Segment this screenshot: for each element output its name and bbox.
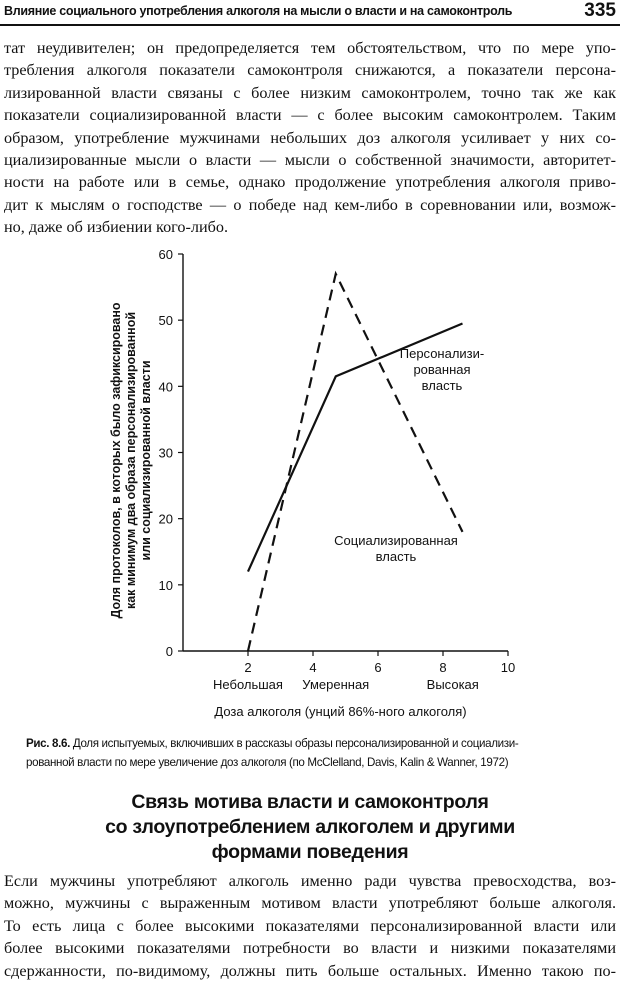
- text-line: Если мужчины употребляют алкоголь именно ради чувства превосходства, воз-: [4, 872, 616, 890]
- x-category-label: Высокая: [426, 677, 479, 692]
- text-line: требления алкоголя показатели самоконтроля снижаются, а показатели персона-: [4, 61, 616, 80]
- header-rule: [0, 24, 620, 26]
- caption-line: [26, 734, 596, 753]
- series-label-personalized: рованная: [413, 362, 471, 377]
- series-line-socialized: [248, 274, 463, 651]
- x-category-label: Небольшая: [213, 677, 283, 692]
- x-tick-label: 4: [309, 660, 317, 675]
- text-line: тат неудивителен; он предопределяется тем обстоятельством, что по мере упо-: [4, 39, 616, 57]
- y-axis-label: Доля протоколов, в которых было зафиксировано: [109, 302, 123, 619]
- caption-text: Доля испытуемых, включивших в рассказы образы персонализированной и социализи-: [72, 737, 519, 750]
- x-tick-label: 6: [374, 660, 382, 675]
- text-line: образом, употребление мужчинами небольших доз алкоголя усиливает у них со-: [4, 128, 616, 147]
- y-tick-label: 10: [158, 577, 173, 593]
- section-heading: [0, 790, 620, 865]
- y-tick-label: 30: [158, 445, 173, 461]
- y-axis-label: как минимум два образа персонализированной: [124, 311, 138, 610]
- y-axis-label: или социализированной власти: [139, 360, 153, 561]
- figure-caption: [26, 734, 596, 772]
- series-label-socialized: власть: [375, 549, 417, 564]
- x-tick-label: 2: [244, 660, 252, 675]
- text-line: показатели социализированной власти — с более высоким самоконтролем. Таким: [4, 106, 616, 125]
- y-tick-label: 0: [165, 644, 173, 659]
- paragraph-section: [4, 870, 616, 982]
- heading-line: формами поведения: [211, 841, 409, 863]
- x-tick-label: 8: [439, 660, 447, 675]
- text-line: дит к мыслям о господстве — о победе над кем-либо в соревновании или, возмож-: [4, 195, 616, 214]
- x-category-label: Умеренная: [302, 677, 370, 692]
- series-label-personalized: власть: [421, 378, 463, 393]
- text-line: То есть лица с более высокими показателями персонализированной власти или: [4, 916, 616, 935]
- page-number: 335: [584, 0, 616, 21]
- running-title: Влияние социального употребления алкоголя на мысли о власти и на самоконтроль: [4, 4, 513, 18]
- x-tick-label: 10: [500, 660, 516, 675]
- text-line: более высокими показателями потребности во власти и низкими показателями: [4, 939, 616, 958]
- text-line: можно, мужчины с выраженным мотивом власти употребляют больше алкоголя.: [4, 894, 616, 913]
- y-tick-label: 50: [158, 313, 173, 329]
- y-tick-label: 20: [158, 511, 173, 527]
- y-tick-label: 40: [158, 379, 173, 395]
- series-label-personalized: Персонализи-: [399, 346, 485, 361]
- text-line: но, даже об избиении кого-либо.: [4, 218, 228, 237]
- text-line: сдержанности, по-видимому, должны пить больше остальных. Именно такою по-: [4, 961, 616, 980]
- paragraph-intro: [4, 37, 616, 239]
- caption-line: рованной власти по мере увеличение доз алкоголя (по McClelland, Davis, Kalin & Wanner, 1972): [26, 756, 509, 769]
- series-label-socialized: Социализированная: [334, 533, 458, 548]
- page-header: [0, 0, 620, 26]
- heading-line: Связь мотива власти и самоконтроля: [131, 791, 489, 813]
- x-axis-label: Доза алкоголя (унций 86%-ного алкоголя): [214, 704, 467, 719]
- figure-chart: [90, 238, 530, 728]
- y-tick-label: 60: [158, 247, 173, 262]
- text-line: циализированные мысли о власти — мысли о собственной значимости, авторитет-: [4, 151, 616, 170]
- text-line: ности на работе или в семье, однако продолжение употребления алкоголя приво-: [4, 173, 616, 192]
- heading-line: со злоупотреблением алкоголем и другими: [105, 816, 515, 838]
- text-line: лизированной власти связаны с более низким самоконтролем, точно так же как: [4, 83, 616, 102]
- caption-label: Рис. 8.6.: [26, 737, 70, 750]
